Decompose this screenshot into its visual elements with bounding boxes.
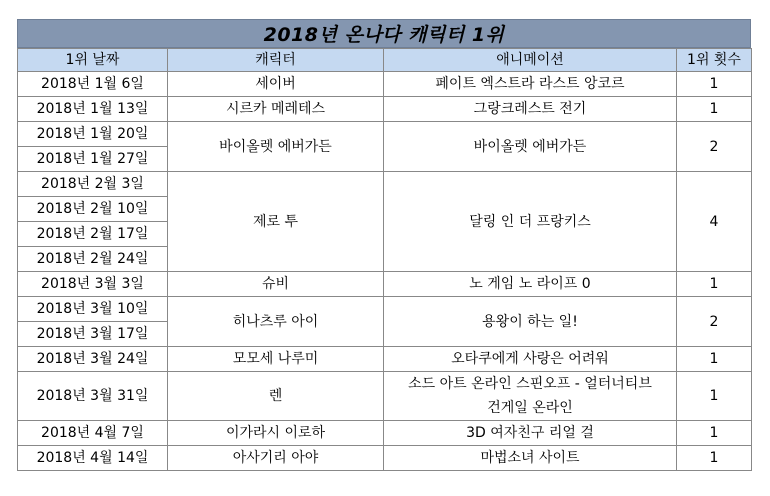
table-row <box>18 297 752 322</box>
date-cell: 2018년 2월 17일 <box>18 222 168 247</box>
table-row <box>18 421 752 446</box>
anime-title-line: 건게일 온라인 <box>487 400 573 416</box>
character-cell: 슈비 <box>168 272 384 297</box>
date-cell: 2018년 1월 6일 <box>18 72 168 97</box>
date-cell: 2018년 1월 27일 <box>18 147 168 172</box>
date-cell: 2018년 3월 3일 <box>18 272 168 297</box>
table-row <box>18 272 752 297</box>
anime-title-line: 바이올렛 에버가든 <box>473 138 587 155</box>
header-character: 캐릭터 <box>168 49 384 72</box>
character-cell: 렌 <box>168 372 384 421</box>
character-cell: 아사기리 아야 <box>168 446 384 471</box>
header-anime: 애니메이션 <box>384 49 677 72</box>
header-row <box>18 49 752 72</box>
anime-cell <box>384 297 677 347</box>
character-cell: 세이버 <box>168 72 384 97</box>
count-cell: 4 <box>677 172 752 272</box>
date-cell: 2018년 1월 20일 <box>18 122 168 147</box>
date-cell: 2018년 2월 10일 <box>18 197 168 222</box>
count-cell: 1 <box>677 446 752 471</box>
anime-cell <box>384 372 677 421</box>
anime-title-line: 노 게임 노 라이프 0 <box>469 276 591 292</box>
count-cell: 1 <box>677 72 752 97</box>
table-row <box>18 72 752 97</box>
date-cell: 2018년 4월 14일 <box>18 446 168 471</box>
date-cell: 2018년 2월 3일 <box>18 172 168 197</box>
anime-title-line: 소드 아트 온라인 스핀오프 - 얼터너티브 <box>408 376 652 392</box>
header-count: 1위 횟수 <box>677 49 752 72</box>
count-cell: 1 <box>677 421 752 446</box>
ranking-table-container <box>17 19 751 471</box>
table-row <box>18 446 752 471</box>
date-cell: 2018년 3월 17일 <box>18 322 168 347</box>
anime-cell <box>384 421 677 446</box>
anime-title-line: 페이트 엑스트라 라스트 앙코르 <box>435 76 625 92</box>
character-cell: 시르카 메레테스 <box>168 97 384 122</box>
character-cell: 제로 투 <box>168 172 384 272</box>
header-date: 1위 날짜 <box>18 49 168 72</box>
ranking-table <box>17 48 752 471</box>
table-body <box>18 72 752 471</box>
date-cell: 2018년 3월 10일 <box>18 297 168 322</box>
anime-cell <box>384 172 677 272</box>
table-title: 2018년 온나다 캐릭터 1위 <box>17 19 751 48</box>
anime-title-line: 3D 여자친구 리얼 걸 <box>466 425 594 441</box>
count-cell: 2 <box>677 297 752 347</box>
anime-title-line: 달링 인 더 프랑키스 <box>469 213 591 230</box>
table-row <box>18 372 752 421</box>
anime-cell <box>384 72 677 97</box>
anime-title-line: 오타쿠에게 사랑은 어려워 <box>451 351 609 367</box>
character-cell: 바이올렛 에버가든 <box>168 122 384 172</box>
anime-cell <box>384 347 677 372</box>
table-row <box>18 122 752 147</box>
date-cell: 2018년 4월 7일 <box>18 421 168 446</box>
anime-title-line: 그랑크레스트 전기 <box>473 101 587 117</box>
count-cell: 2 <box>677 122 752 172</box>
anime-cell <box>384 97 677 122</box>
table-row <box>18 172 752 197</box>
character-cell: 이가라시 이로하 <box>168 421 384 446</box>
count-cell: 1 <box>677 97 752 122</box>
count-cell: 1 <box>677 272 752 297</box>
count-cell: 1 <box>677 372 752 421</box>
character-cell: 모모세 나루미 <box>168 347 384 372</box>
anime-cell <box>384 272 677 297</box>
date-cell: 2018년 2월 24일 <box>18 247 168 272</box>
date-cell: 2018년 1월 13일 <box>18 97 168 122</box>
count-cell: 1 <box>677 347 752 372</box>
character-cell: 히나츠루 아이 <box>168 297 384 347</box>
date-cell: 2018년 3월 31일 <box>18 372 168 421</box>
anime-cell <box>384 122 677 172</box>
table-row <box>18 347 752 372</box>
date-cell: 2018년 3월 24일 <box>18 347 168 372</box>
anime-title-line: 마법소녀 사이트 <box>480 450 580 466</box>
anime-title-line: 용왕이 하는 일! <box>482 313 578 330</box>
anime-cell <box>384 446 677 471</box>
table-row <box>18 97 752 122</box>
